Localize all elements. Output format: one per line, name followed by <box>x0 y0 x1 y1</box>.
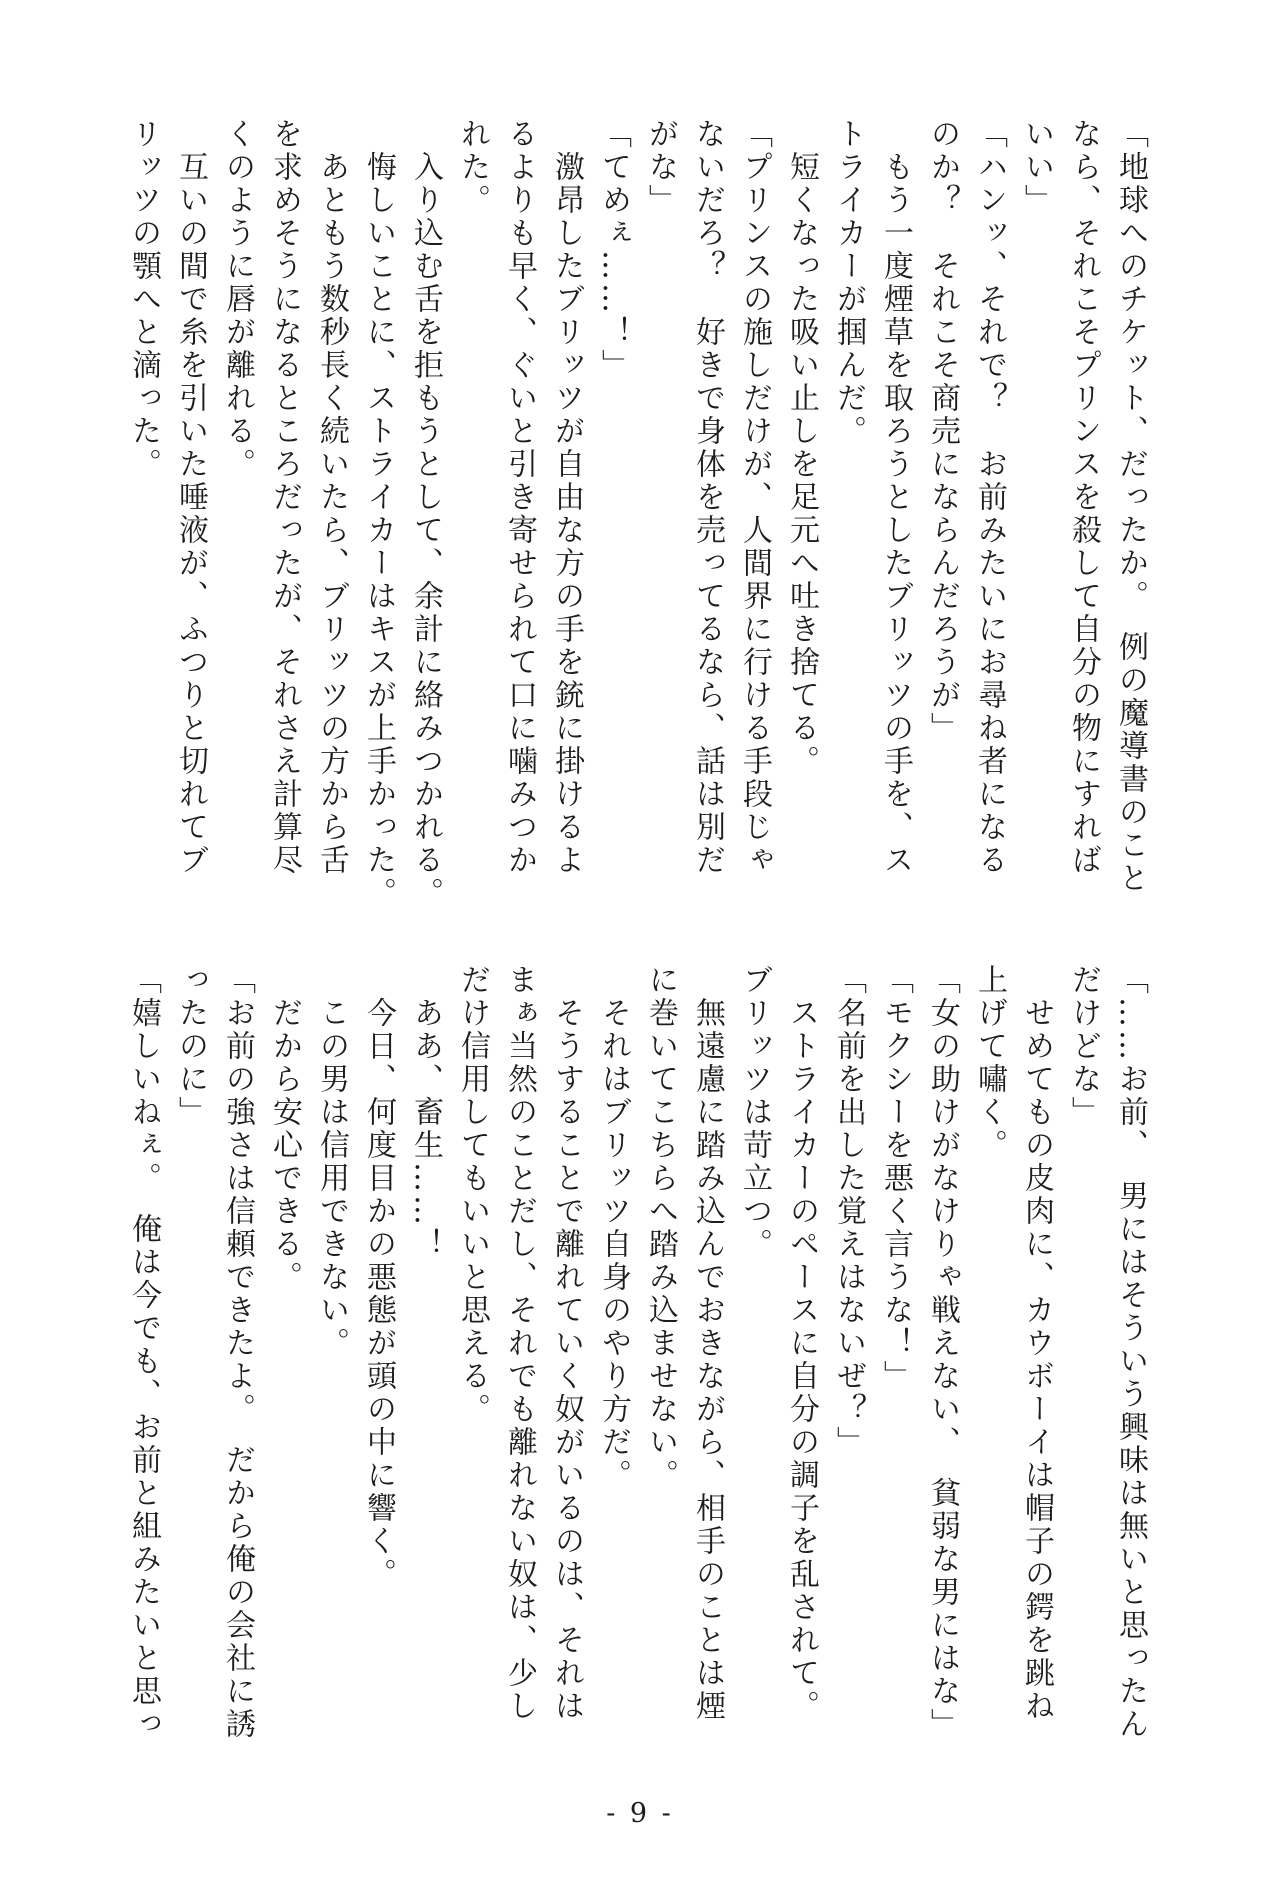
text-column: 短くなった吸い止しを足元へ吐き捨てる。 <box>784 118 819 778</box>
text-column: 「モクシーを悪く言うな！」 <box>878 964 913 1393</box>
text-column: そうすることで離れていく奴がいるのは、それは <box>549 964 584 1723</box>
text-column: 入り込む舌を拒もうとして、余計に絡みつかれる。 <box>408 118 443 910</box>
text-column: 上げて嘯く。 <box>972 964 1007 1162</box>
text-column: 悔しいことに、ストライカーはキスが上手かった。 <box>361 118 396 910</box>
text-column: 「ハンッ、それで？ お前みたいにお尋ね者になる <box>972 118 1007 877</box>
text-column: もう一度煙草を取ろうとしたブリッツの手を、ス <box>878 118 913 877</box>
text-block-bottom <box>112 964 1154 1754</box>
text-column: なら、それこそプリンスを殺して自分の物にすれば <box>1066 118 1101 877</box>
text-column: 「地球へのチケット、だったか。 例の魔導書のこと <box>1113 118 1148 895</box>
text-column: のか？ それこそ商売にならんだろうが」 <box>925 118 960 745</box>
text-column: ああ、畜生……！ <box>408 964 443 1261</box>
text-column: 「てめぇ……！」 <box>596 118 631 382</box>
text-column: この男は信用できない。 <box>314 964 349 1360</box>
text-column: 激昂したブリッツが自由な方の手を銃に掛けるよ <box>549 118 584 877</box>
text-column: 「嬉しいねぇ。 俺は今でも、お前と組みたいと思っ <box>126 964 161 1741</box>
text-column: いい」 <box>1019 118 1054 217</box>
text-column: 「女の助けがなけりゃ戦えない、 貧弱な男にはな」 <box>925 964 960 1741</box>
text-column: それはブリッツ自身のやり方だ。 <box>596 964 631 1492</box>
text-column: くのように唇が離れる。 <box>220 118 255 481</box>
text-column: ブリッツは苛立つ。 <box>737 964 772 1261</box>
text-column: せめてもの皮肉に、カウボーイは帽子の鍔を跳ね <box>1019 964 1054 1723</box>
text-column: を求めそうになるところだったが、それさえ計算尽 <box>267 118 302 877</box>
text-column: ストライカーのペースに自分の調子を乱されて。 <box>784 964 819 1723</box>
text-column: リッツの顎へと滴った。 <box>126 118 161 481</box>
text-column: だけ信用してもいいと思える。 <box>455 964 490 1426</box>
text-column: るよりも早く、ぐいと引き寄せられて口に噛みつか <box>502 118 537 877</box>
text-column: だから安心できる。 <box>267 964 302 1294</box>
text-column: に巻いてこちらへ踏み込ませない。 <box>643 964 678 1492</box>
text-column: ったのに」 <box>173 964 208 1129</box>
text-column: トライカーが掴んだ。 <box>831 118 866 448</box>
text-column: 「……お前、 男にはそういう興味は無いと思ったん <box>1113 964 1148 1741</box>
text-column: 無遠慮に踏み込んでおきながら、相手のことは煙 <box>690 964 725 1723</box>
text-column: まぁ当然のことだし、それでも離れない奴は、少し <box>502 964 537 1723</box>
text-column: ないだろ？ 好きで身体を売ってるなら、話は別だ <box>690 118 725 877</box>
text-column: あともう数秒長く続いたら、ブリッツの方から舌 <box>314 118 349 877</box>
page-number: - 9 - <box>606 1798 674 1829</box>
text-column: 今日、何度目かの悪態が頭の中に響く。 <box>361 964 396 1591</box>
text-column: 互いの間で糸を引いた唾液が、ふつりと切れてブ <box>173 118 208 877</box>
text-column: だけどな」 <box>1066 964 1101 1129</box>
text-column: がな」 <box>643 118 678 217</box>
text-column: 「プリンスの施しだけが、人間界に行ける手段じゃ <box>737 118 772 877</box>
text-column: れた。 <box>455 118 490 217</box>
text-column: 「名前を出した覚えはないぜ？」 <box>831 964 866 1459</box>
text-column: 「お前の強さは信頼できたよ。 だから俺の会社に誘 <box>220 964 255 1741</box>
text-block-top <box>112 118 1154 910</box>
